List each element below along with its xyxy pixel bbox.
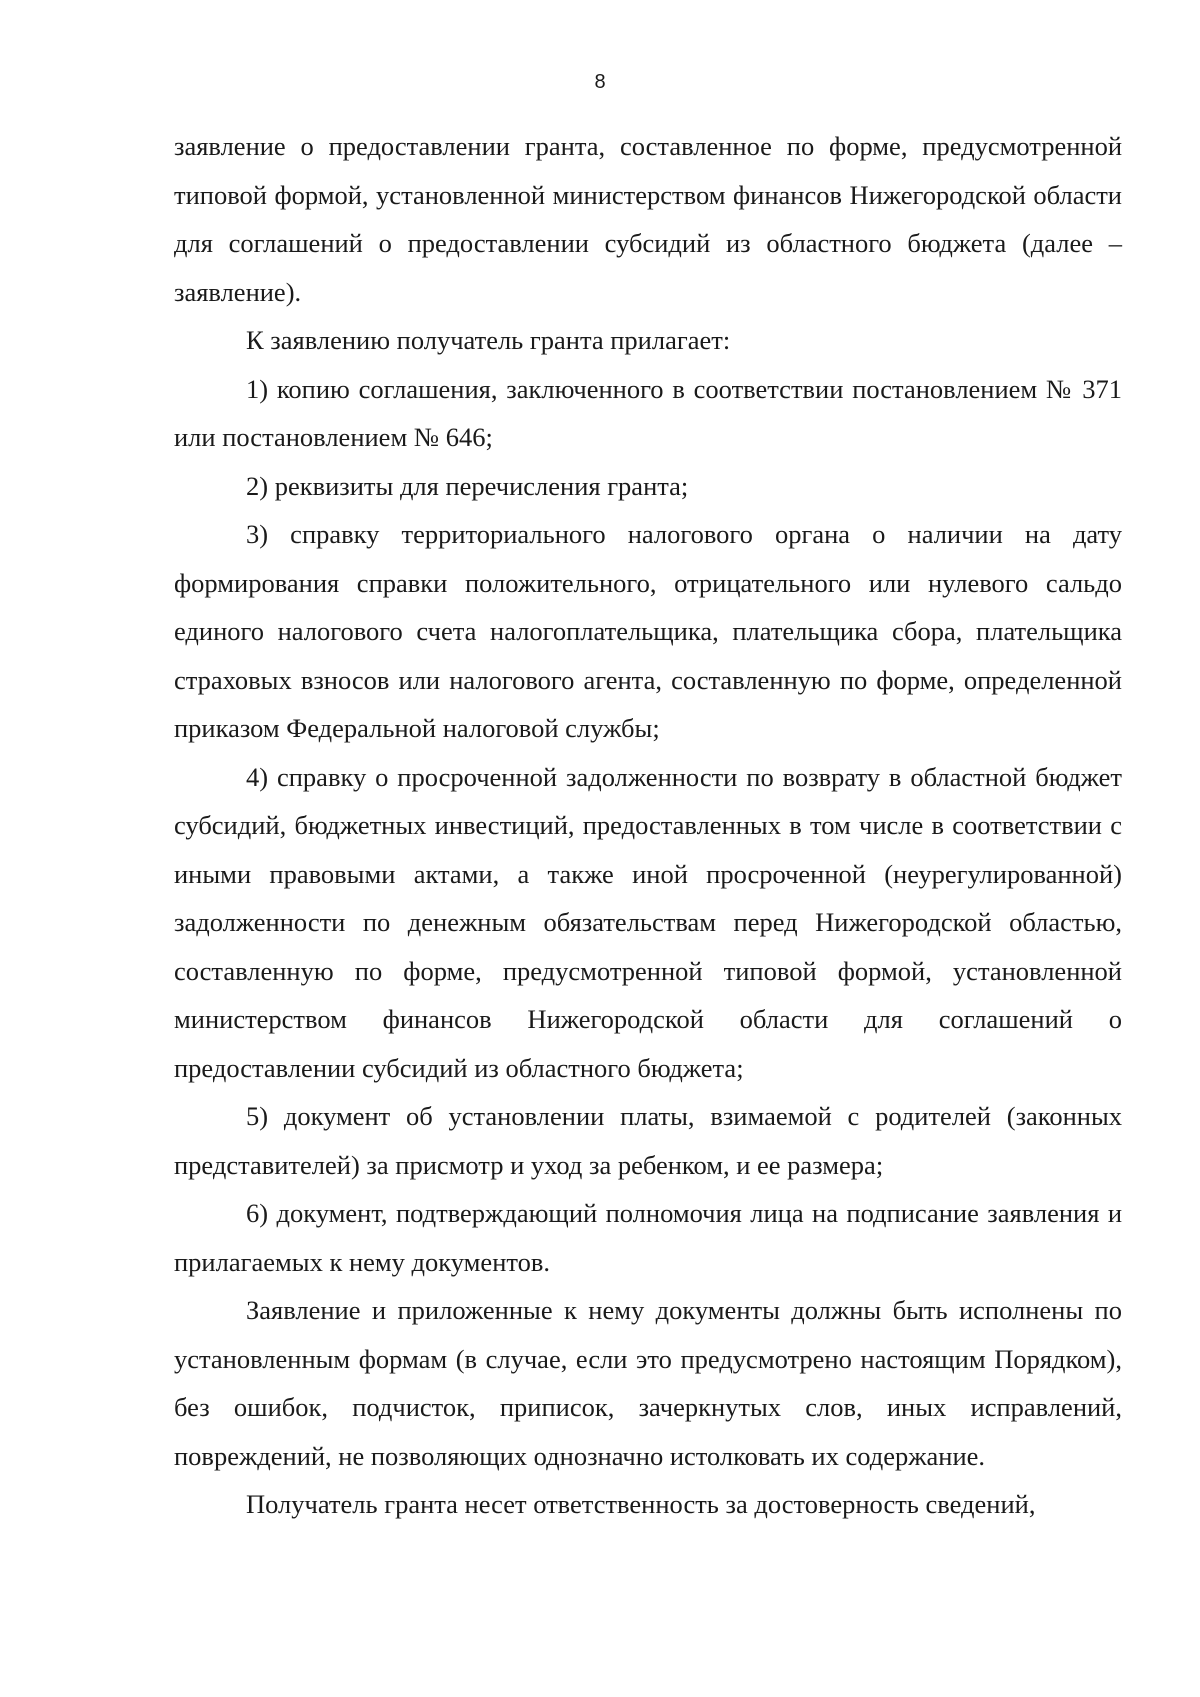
list-item-4-debt-certificate: 4) справку о просроченной задолженности по возврату в областной бюджет субсидий, бюджетных инвестиций, предоставленных в том числе в соответствии с иными правовыми актами, а также иной просроченной (неурегулированной) задолженности по денежным обязательствам перед Нижегородской областью, составленную по форме, предусмотренной типовой формой, установленной министерством финансов Нижегородской области для соглашений о предоставлении субсидий из областного бюджета; [174, 761, 1122, 1083]
paragraph-document-requirements: Заявление и приложенные к нему документы должны быть исполнены по установленным формам (в случае, если это предусмотрено настоящим Порядком), без ошибок, подчисток, приписок, зачеркнутых слов, иных исправлений, повреждений, не позволяющих однозначно истолковать их содержание. [174, 1295, 1122, 1471]
paragraph-application-definition: заявление о предоставлении гранта, составленное по форме, предусмотренной типовой формой, установленной министерством финансов Нижегородской области для соглашений о предоставлении субсидий из областного бюджета (далее – заявление). [174, 131, 1122, 307]
list-item-2-bank-details: 2) реквизиты для перечисления гранта; [246, 470, 689, 501]
page-number: 8 [594, 71, 606, 93]
list-item-3-tax-certificate: 3) справку территориального налогового органа о наличии на дату формирования справки положительного, отрицательного или нулевого сальдо единого налогового счета налогоплательщика, плательщика сбора, плательщика страховых взносов или налогового агента, составленную по форме, определенной приказом Федеральной налоговой службы; [174, 519, 1122, 743]
list-item-6-authority-document: 6) документ, подтверждающий полномочия лица на подписание заявления и прилагаемых к нему документов. [174, 1198, 1122, 1277]
document-body [174, 122, 1122, 1529]
paragraph-attachments-intro: К заявлению получатель гранта прилагает: [246, 325, 731, 355]
list-item-5-fee-document: 5) документ об установлении платы, взимаемой с родителей (законных представителей) за присмотр и уход за ребенком, и ее размера; [174, 1101, 1122, 1180]
paragraph-responsibility: Получатель гранта несет ответственность за достоверность сведений, [246, 1489, 1036, 1519]
list-item-1-agreement-copy: 1) копию соглашения, заключенного в соответствии постановлением № 371 или постановлением № 646; [174, 373, 1122, 452]
